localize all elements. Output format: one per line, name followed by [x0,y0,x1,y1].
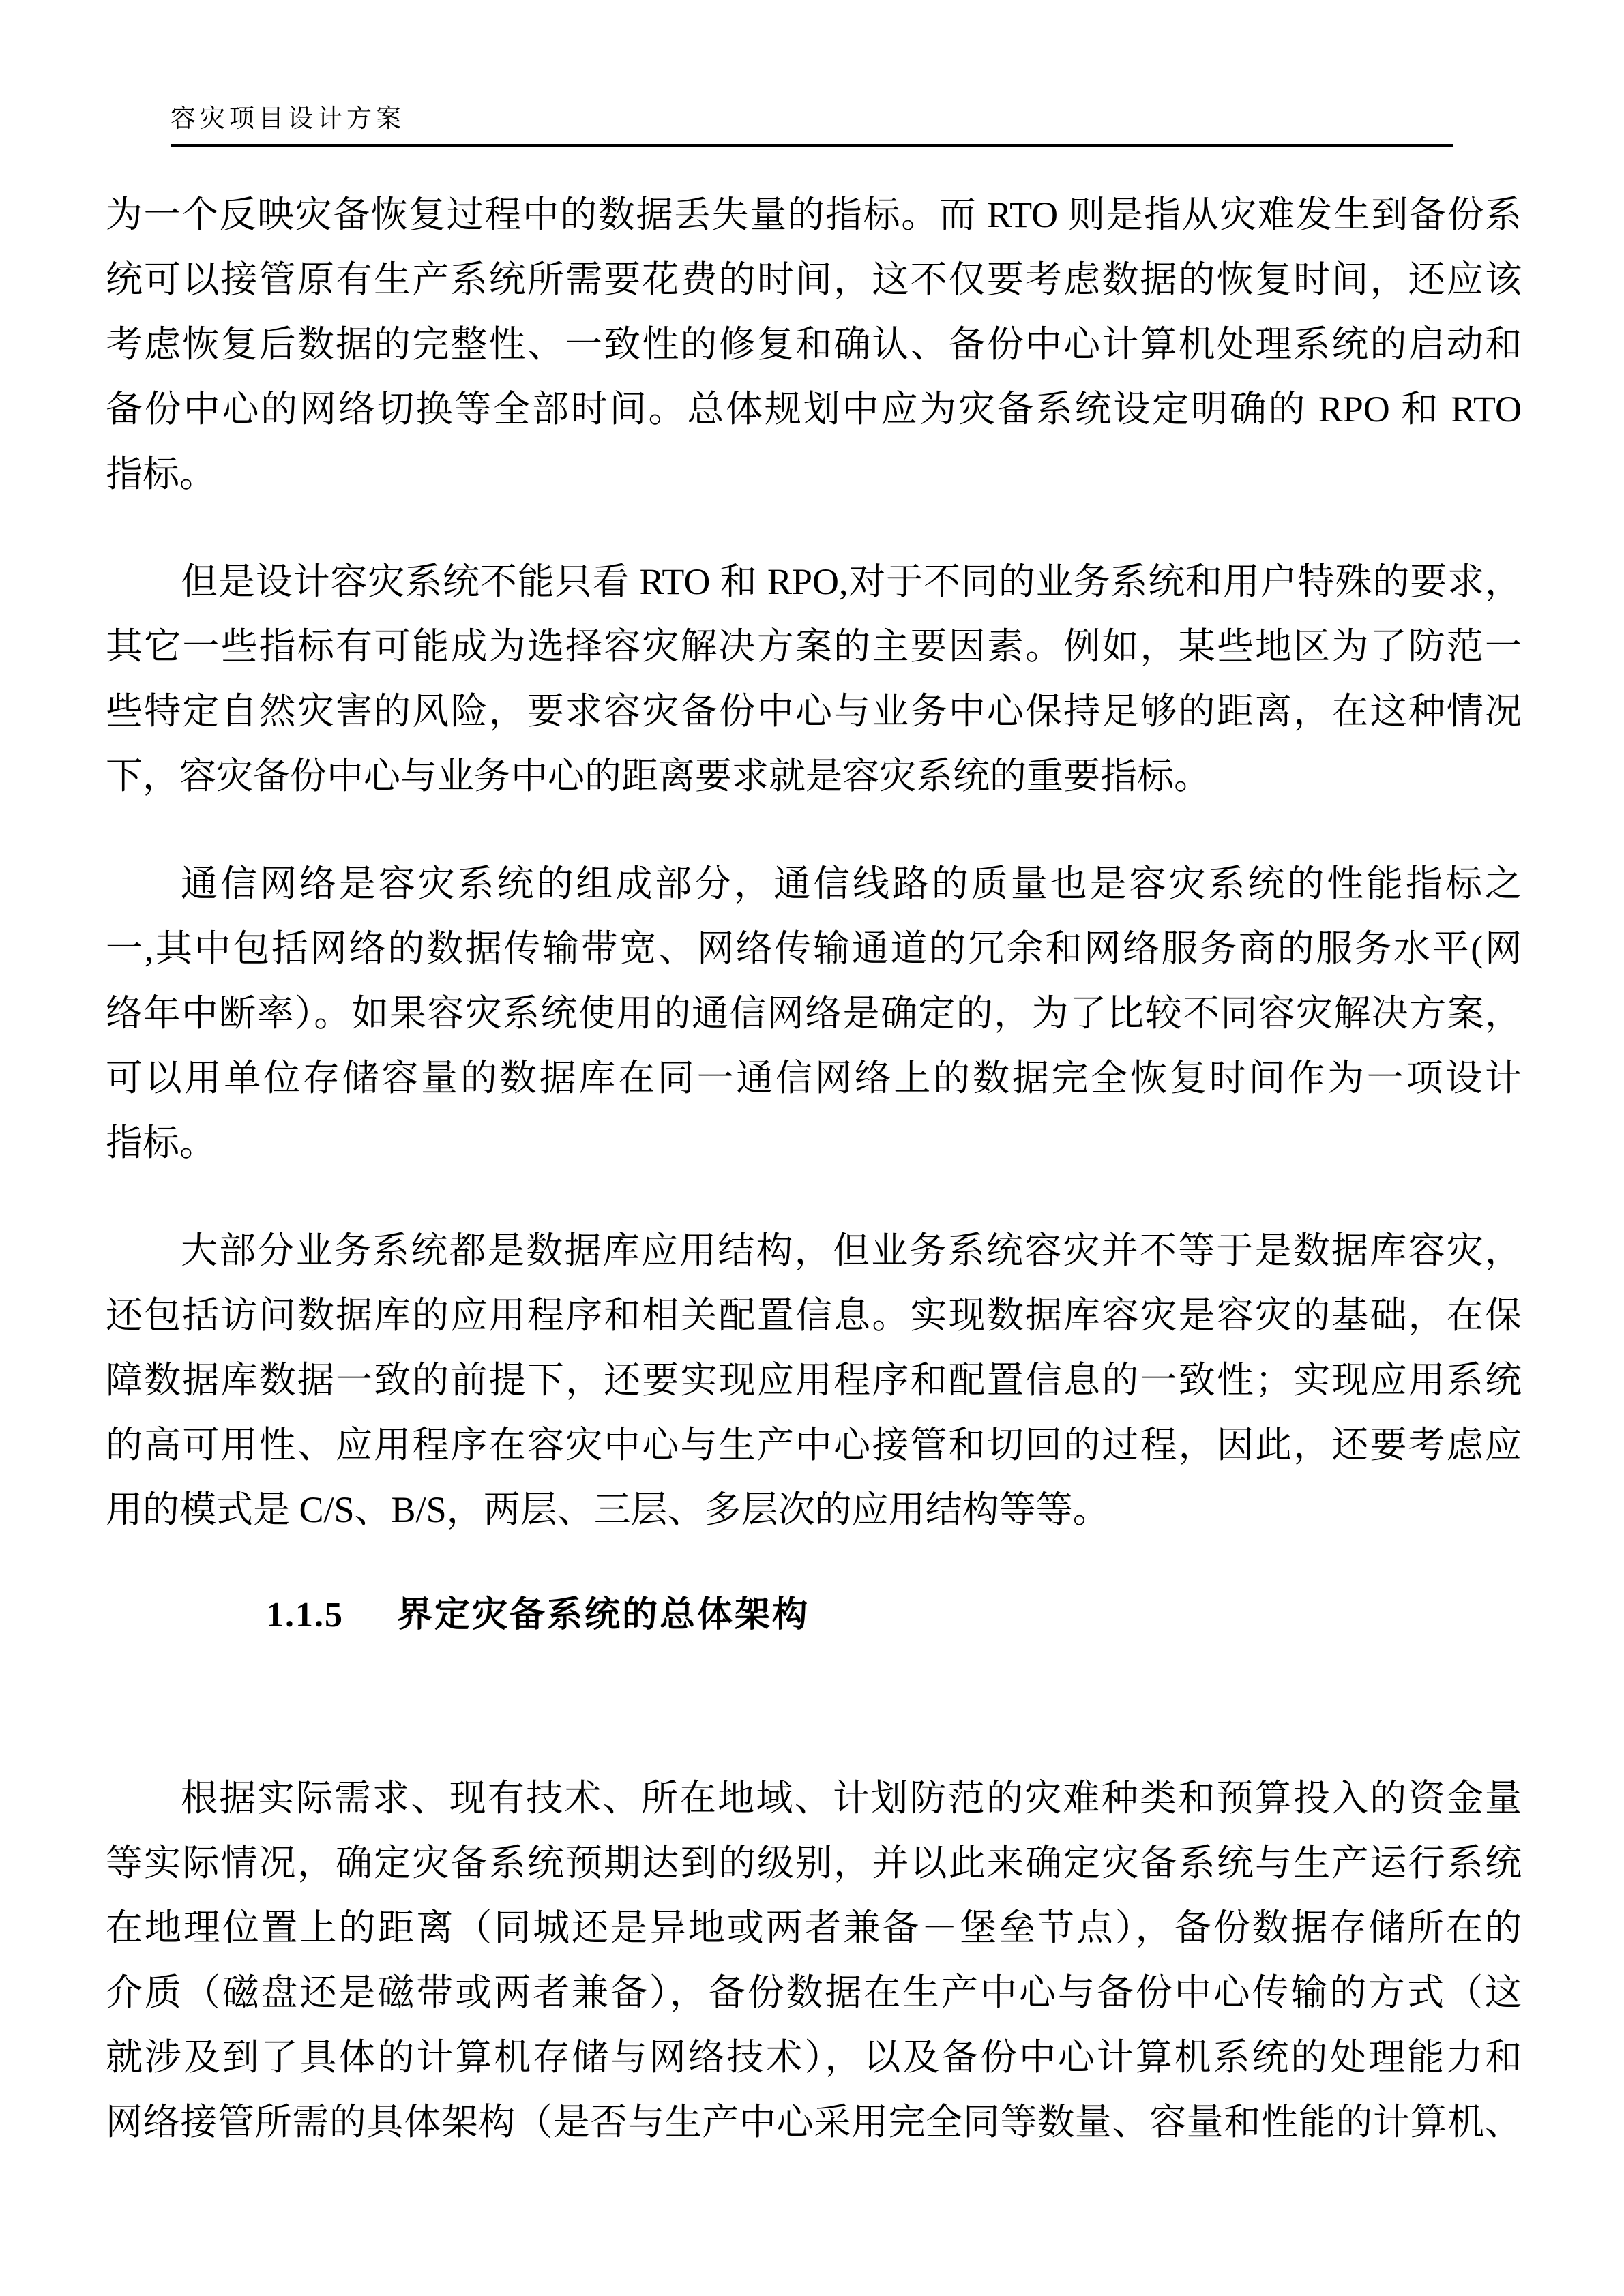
text-line: 用的模式是 C/S、B/S，两层、三层、多层次的应用结构等等。 [106,1489,1110,1530]
header-title: 容灾项目设计方案 [171,105,405,133]
paragraph [106,550,1522,809]
text-line: 统可以接管原有生产系统所需要花费的时间，这不仅要考虑数据的恢复时间，还应该 [106,259,1522,300]
text-line: 在地理位置上的距离（同城还是异地或两者兼备－堡垒节点），备份数据存储所在的 [106,1907,1522,1948]
text-line: 些特定自然灾害的风险，要求容灾备份中心与业务中心保持足够的距离，在这种情况 [106,691,1522,732]
document-body [106,183,1522,2198]
text-line: 就涉及到了具体的计算机存储与网络技术），以及备份中心计算机系统的处理能力和 [106,2037,1522,2078]
text-line: 指标。 [106,453,216,494]
page-header [171,104,1453,147]
text-line: 可以用单位存储容量的数据库在同一通信网络上的数据完全恢复时间作为一项设计 [106,1058,1522,1099]
text-line: 介质（磁盘还是磁带或两者兼备），备份数据在生产中心与备份中心传输的方式（这 [106,1972,1522,2013]
text-line: 根据实际需求、现有技术、所在地域、计划防范的灾难种类和预算投入的资金量 [181,1778,1522,1819]
section-heading-number: 1.1.5 [266,1596,344,1635]
text-line: 网络接管所需的具体架构（是否与生产中心采用完全同等数量、容量和性能的计算机、 [106,2102,1522,2143]
header-rule [171,144,1453,147]
text-line: 其它一些指标有可能成为选择容灾解决方案的主要因素。例如，某些地区为了防范一 [106,626,1522,667]
text-line: 为一个反映灾备恢复过程中的数据丢失量的指标。而 RTO 则是指从灾难发生到备份系 [106,194,1522,235]
text-line: 下，容灾备份中心与业务中心的距离要求就是容灾系统的重要指标。 [106,756,1211,796]
section-heading-title: 界定灾备系统的总体架构 [397,1595,810,1635]
text-line: 大部分业务系统都是数据库应用结构，但业务系统容灾并不等于是数据库容灾， [181,1230,1522,1271]
text-line: 等实际情况，确定灾备系统预期达到的级别，并以此来确定灾备系统与生产运行系统 [106,1843,1522,1883]
text-line: 一,其中包括网络的数据传输带宽、网络传输通道的冗余和网络服务商的服务水平(网 [106,928,1522,969]
text-line: 的高可用性、应用程序在容灾中心与生产中心接管和切回的过程，因此，还要考虑应 [106,1425,1522,1465]
text-line: 指标。 [106,1122,216,1163]
text-line: 备份中心的网络切换等全部时间。总体规划中应为灾备系统设定明确的 RPO 和 RTO [106,389,1522,430]
paragraph [106,1219,1522,1542]
text-line: 障数据库数据一致的前提下，还要实现应用程序和配置信息的一致性；实现应用系统 [106,1360,1522,1401]
text-line: 考虑恢复后数据的完整性、一致性的修复和确认、备份中心计算机处理系统的启动和 [106,324,1522,365]
paragraph [106,852,1522,1176]
text-line: 还包括访问数据库的应用程序和相关配置信息。实现数据库容灾是容灾的基础，在保 [106,1295,1522,1336]
text-line: 络年中断率）。如果容灾系统使用的通信网络是确定的，为了比较不同容灾解决方案， [106,993,1522,1034]
paragraph [106,183,1522,507]
section-heading [266,1585,1522,1640]
paragraph [106,1766,1522,2155]
text-line: 但是设计容灾系统不能只看 RTO 和 RPO,对于不同的业务系统和用户特殊的要求， [181,561,1522,602]
text-line: 通信网络是容灾系统的组成部分，通信线路的质量也是容灾系统的性能指标之 [181,863,1522,904]
